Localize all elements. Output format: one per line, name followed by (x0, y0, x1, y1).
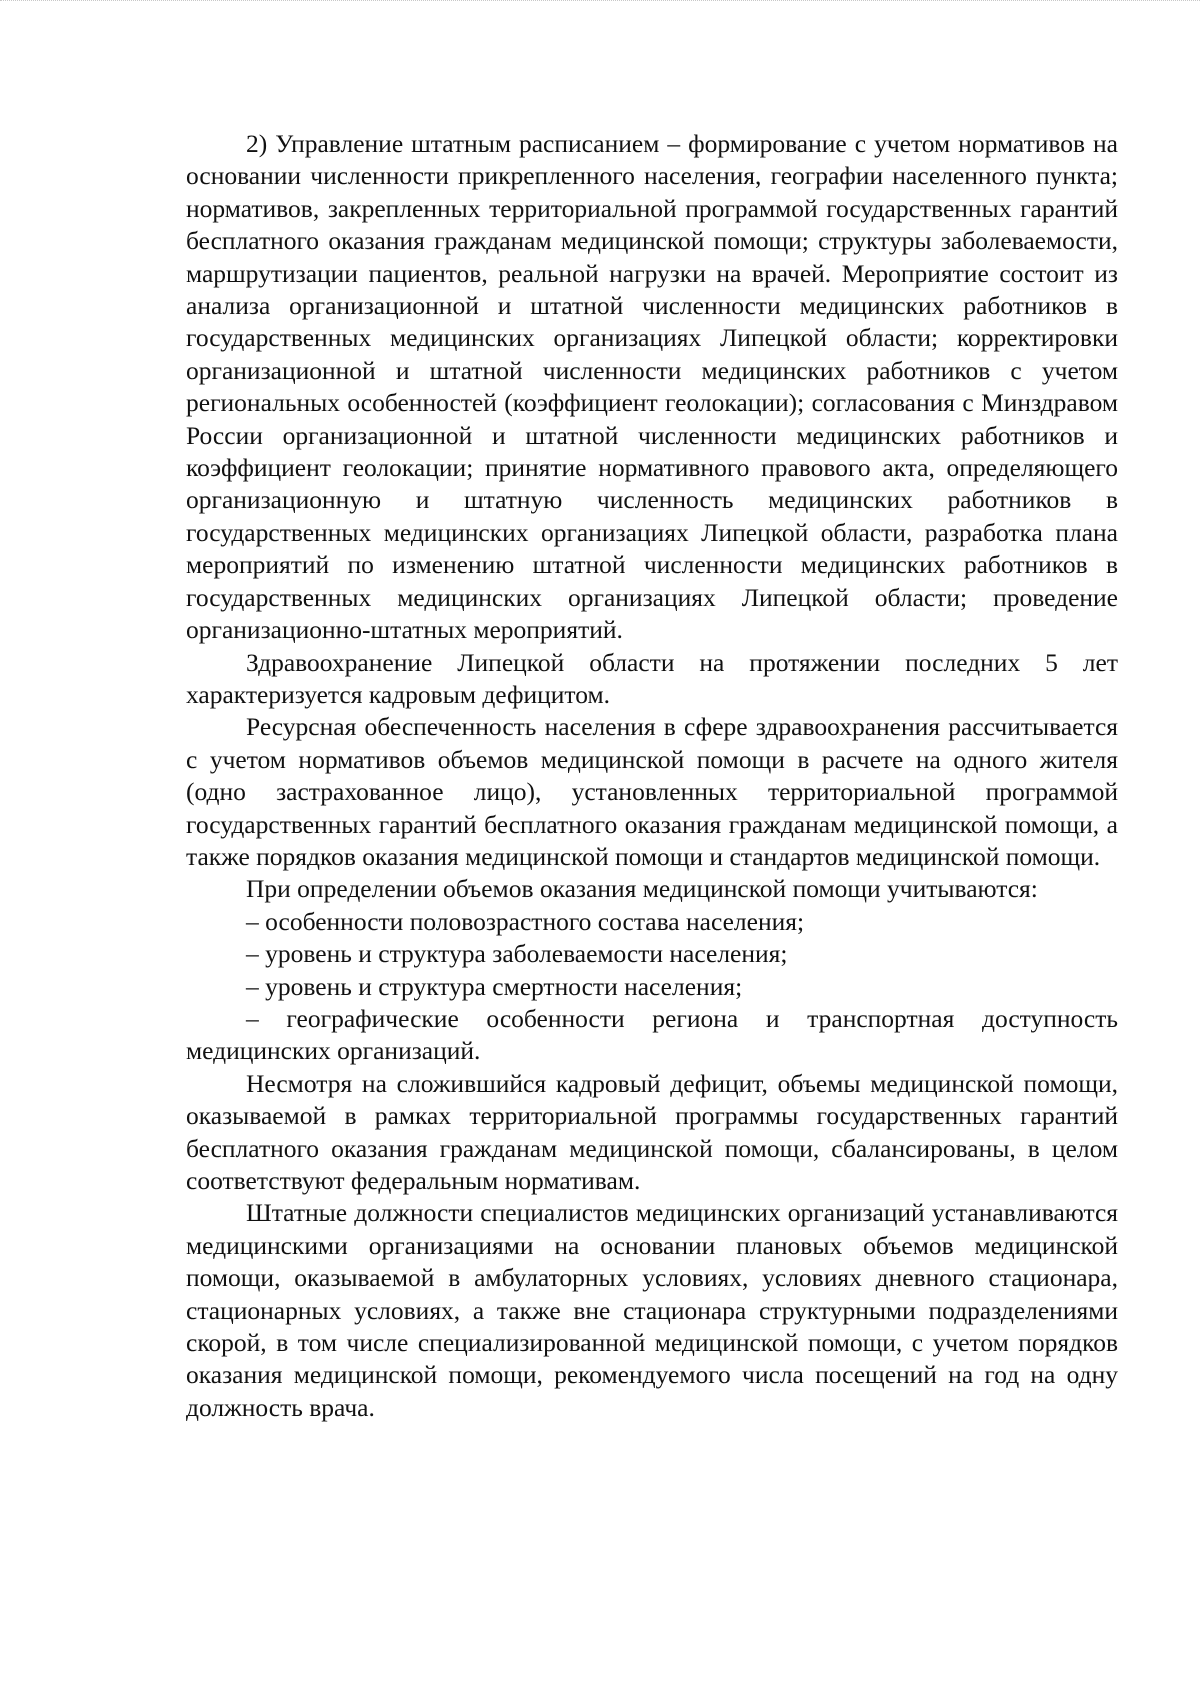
page-top-edge (0, 0, 1200, 5)
paragraph-resource-provision: Ресурсная обеспеченность населения в сфере здравоохранения рассчитывается с учетом нормативов объемов медицинской помощи в расчете на одного жителя (одно застрахованное лицо), установленных территориальной программой государственных гарантий бесплатного оказания гражданам медицинской помощи, а также порядков оказания медицинской помощи и стандартов медицинской помощи. (186, 712, 1118, 871)
list-item: – уровень и структура смертности населения; (246, 971, 743, 1001)
list-item: – уровень и структура заболеваемости населения; (246, 939, 788, 969)
list-item: – географические особенности региона и транспортная доступность медицинских организаций. (186, 1003, 1118, 1066)
list-item: – особенности половозрастного состава населения; (246, 906, 805, 936)
paragraph-balanced-volumes: Несмотря на сложившийся кадровый дефицит, объемы медицинской помощи, оказываемой в рамках территориальной программы государственных гарантий бесплатного оказания гражданам медицинской помощи, сбалансированы, в целом соответствуют федеральным нормативам. (186, 1068, 1118, 1195)
paragraph-staff-deficit: Здравоохранение Липецкой области на протяжении последних 5 лет характеризуется кадровым дефицитом. (186, 647, 1118, 709)
paragraph-staff-positions: Штатные должности специалистов медицинских организаций устанавливаются медицинскими организациями на основании плановых объемов медицинской помощи, оказываемой в амбулаторных условиях, условиях дневного стационара, стационарных условиях, а также вне стационара структурными подразделениями скорой, в том числе специализированной медицинской помощи, с учетом порядков оказания медицинской помощи, рекомендуемого числа посещений на год на одну должность врача. (186, 1198, 1118, 1422)
document-body (186, 128, 1118, 1424)
paragraph-volume-factors-intro: При определении объемов оказания медицинской помощи учитываются: (246, 874, 1038, 904)
paragraph-staffing-management: 2) Управление штатным расписанием – формирование с учетом нормативов на основании численности прикрепленного населения, географии населенного пункта; нормативов, закрепленных территориальной программой государственных гарантий бесплатного оказания гражданам медицинской помощи; структуры заболеваемости, маршрутизации пациентов, реальной нагрузки на врачей. Мероприятие состоит из анализа организационной и штатной численности медицинских работников в государственных медицинских организациях Липецкой области; корректировки организационной и штатной численности медицинских работников с учетом региональных особенностей (коэффициент геолокации); согласования с Минздравом России организационной и штатной численности медицинских работников и коэффициент геолокации; принятие нормативного правового акта, определяющего организационную и штатную численность медицинских работников в государственных медицинских организациях Липецкой области, разработка плана мероприятий по изменению штатной численности медицинских работников в государственных медицинских организациях Липецкой области; проведение организационно-штатных мероприятий. (186, 129, 1118, 645)
